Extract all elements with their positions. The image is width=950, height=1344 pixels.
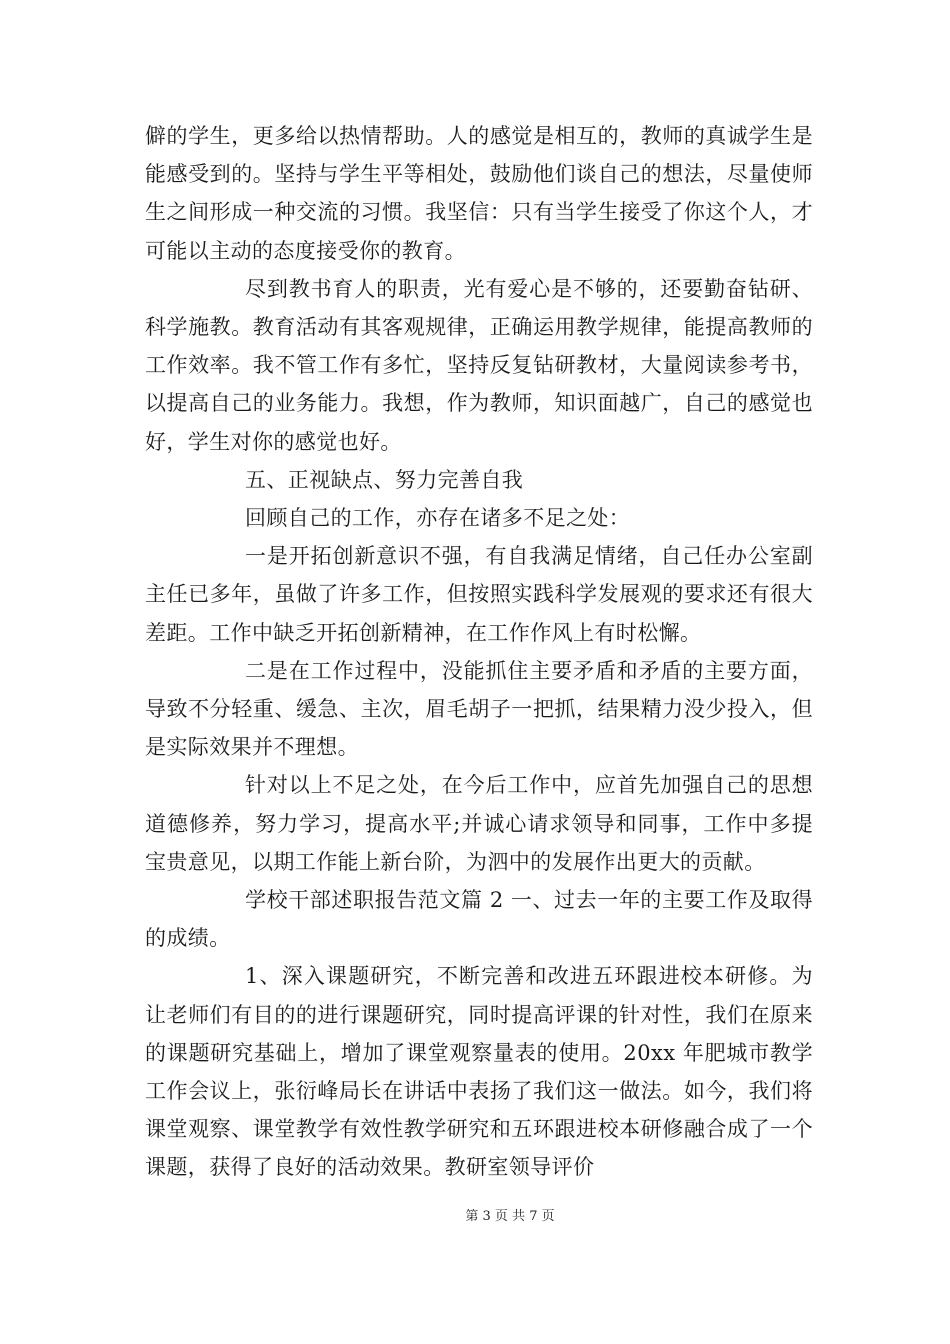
document-body — [145, 117, 813, 1187]
paragraph-3: 回顾自己的工作，亦存在诸多不足之处： — [245, 506, 631, 531]
paragraph-6: 针对以上不足之处，在今后工作中，应首先加强自己的思想道德修养，努力学习，提高水平;并诚心请求领导和同事，工作中多提宝贵意见，以期工作能上新台阶，为泗中的发展作出更大的贡献。 — [145, 773, 813, 874]
paragraph-1: 僻的学生，更多给以热情帮助。人的感觉是相互的，教师的真诚学生是能感受到的。坚持与学生平等相处，鼓励他们谈自己的想法，尽量使师生之间形成一种交流的习惯。我坚信：只有当学生接受了你这个人，才可能以主动的态度接受你的教育。 — [145, 124, 813, 263]
paragraph-2: 尽到教书育人的职责，光有爱心是不够的，还要勤奋钻研、科学施教。教育活动有其客观规律，正确运用教学规律，能提高教师的工作效率。我不管工作有多忙，坚持反复钻研教材，大量阅读参考书，以提高自己的业务能力。我想，作为教师，知识面越广，自己的感觉也好，学生对你的感觉也好。 — [145, 276, 813, 454]
paragraph-7: 学校干部述职报告范文篇 2 一、过去一年的主要工作及取得的成绩。 — [145, 888, 813, 951]
paragraph-4: 一是开拓创新意识不强，有自我满足情绪，自己任办公室副主任已多年，虽做了许多工作，但按照实践科学发展观的要求还有很大差距。工作中缺乏开拓创新精神，在工作作风上有时松懈。 — [145, 544, 813, 645]
paragraph-8: 1、深入课题研究，不断完善和改进五环跟进校本研修。为让老师们有目的的进行课题研究，同时提高评课的针对性，我们在原来的课题研究基础上，增加了课堂观察量表的使用。20xx 年肥城市教学工作会议上，张衍峰局长在讲话中表扬了我们这一做法。如今，我们将课堂观察、课堂教学有效性教学研究和五环跟进校本研修融合成了一个课题，获得了良好的活动效果。教研室领导评价 — [145, 964, 813, 1180]
paragraph-5: 二是在工作过程中，没能抓住主要矛盾和矛盾的主要方面，导致不分轻重、缓急、主次，眉毛胡子一把抓，结果精力没少投入，但是实际效果并不理想。 — [145, 658, 813, 760]
page-number-footer: 第 3 页 共 7 页 — [465, 1209, 555, 1224]
section-heading-5: 五、正视缺点、努力完善自我 — [245, 467, 524, 492]
